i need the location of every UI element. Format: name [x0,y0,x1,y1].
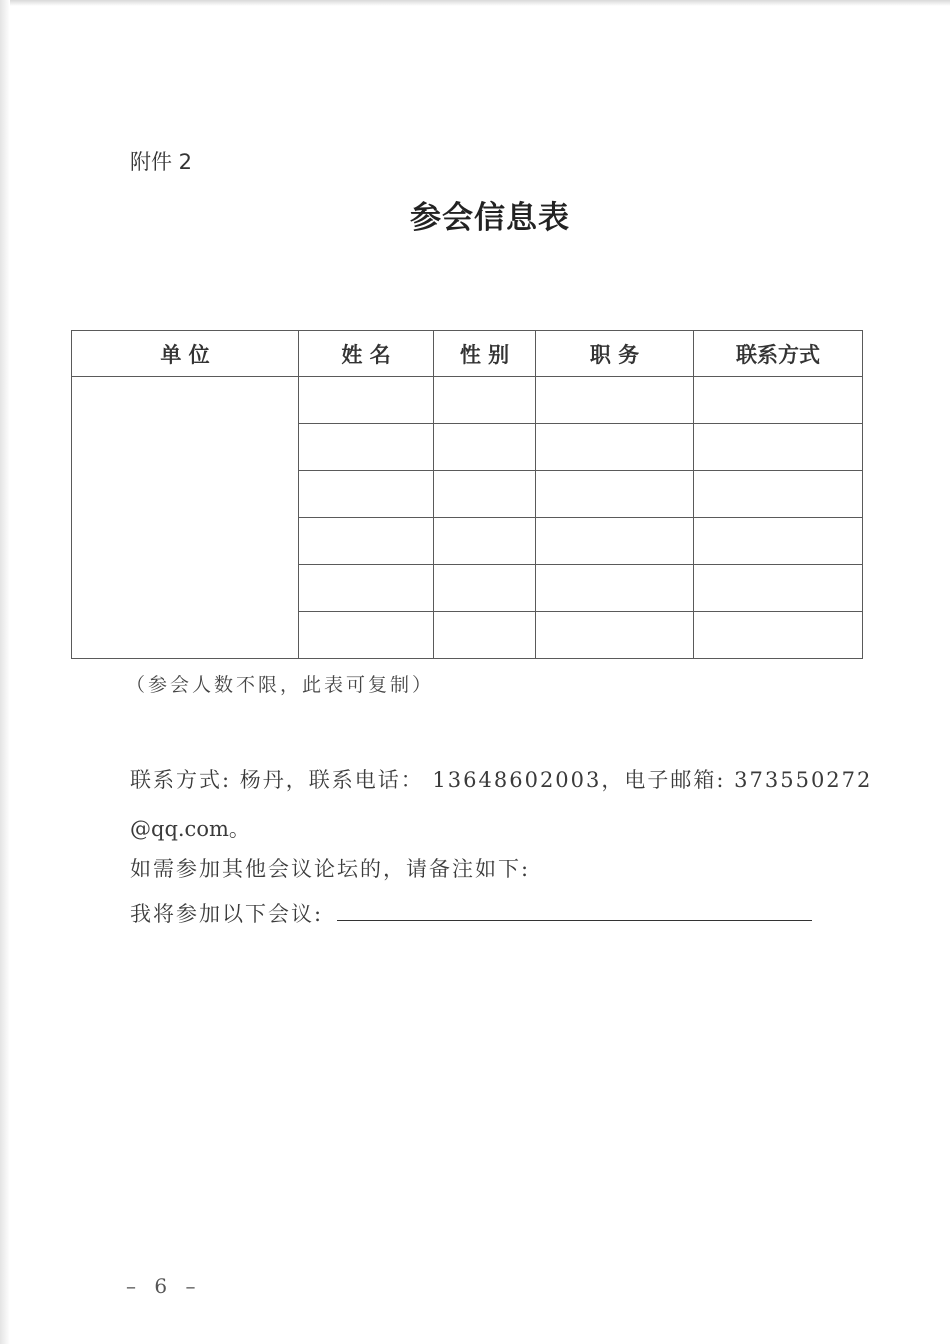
attachment-label: 附件 2 [130,150,193,174]
contact-cell[interactable] [694,565,863,612]
gender-cell[interactable] [434,377,536,424]
table-row [72,377,863,424]
gender-cell[interactable] [434,471,536,518]
contact-cell[interactable] [694,518,863,565]
position-cell[interactable] [536,612,694,659]
gender-cell[interactable] [434,518,536,565]
document-title: 参会信息表 [410,200,570,236]
name-cell[interactable] [299,518,434,565]
attendee-info-table [71,330,863,659]
page-number: – 6 – [126,1274,202,1298]
contact-cell[interactable] [694,612,863,659]
header-organization: 单 位 [72,331,299,377]
contact-info-line: 联系方式: 杨丹，联系电话： 13648602003，电子邮箱: 373550272 [130,768,873,792]
other-meetings-prompt: 如需参加其他会议论坛的，请备注如下: [130,857,531,881]
contact-cell[interactable] [694,471,863,518]
name-cell[interactable] [299,565,434,612]
name-cell[interactable] [299,612,434,659]
contact-cell[interactable] [694,377,863,424]
attend-meeting-line [130,896,812,928]
header-gender: 性 别 [434,331,536,377]
header-contact: 联系方式 [694,331,863,377]
position-cell[interactable] [536,377,694,424]
attend-meeting-blank[interactable] [337,896,812,921]
position-cell[interactable] [536,424,694,471]
position-cell[interactable] [536,471,694,518]
header-position: 职 务 [536,331,694,377]
contact-email-tail: @qq.com。 [130,817,250,841]
gender-cell[interactable] [434,612,536,659]
page-edge-shadow [0,0,950,6]
contact-cell[interactable] [694,424,863,471]
name-cell[interactable] [299,377,434,424]
organization-cell[interactable] [72,377,299,659]
gender-cell[interactable] [434,424,536,471]
table-note: （参会人数不限，此表可复制） [126,674,435,696]
position-cell[interactable] [536,565,694,612]
name-cell[interactable] [299,471,434,518]
attend-meeting-label: 我将参加以下会议: [130,902,324,926]
table-header-row [72,331,863,377]
gender-cell[interactable] [434,565,536,612]
header-name: 姓 名 [299,331,434,377]
name-cell[interactable] [299,424,434,471]
position-cell[interactable] [536,518,694,565]
